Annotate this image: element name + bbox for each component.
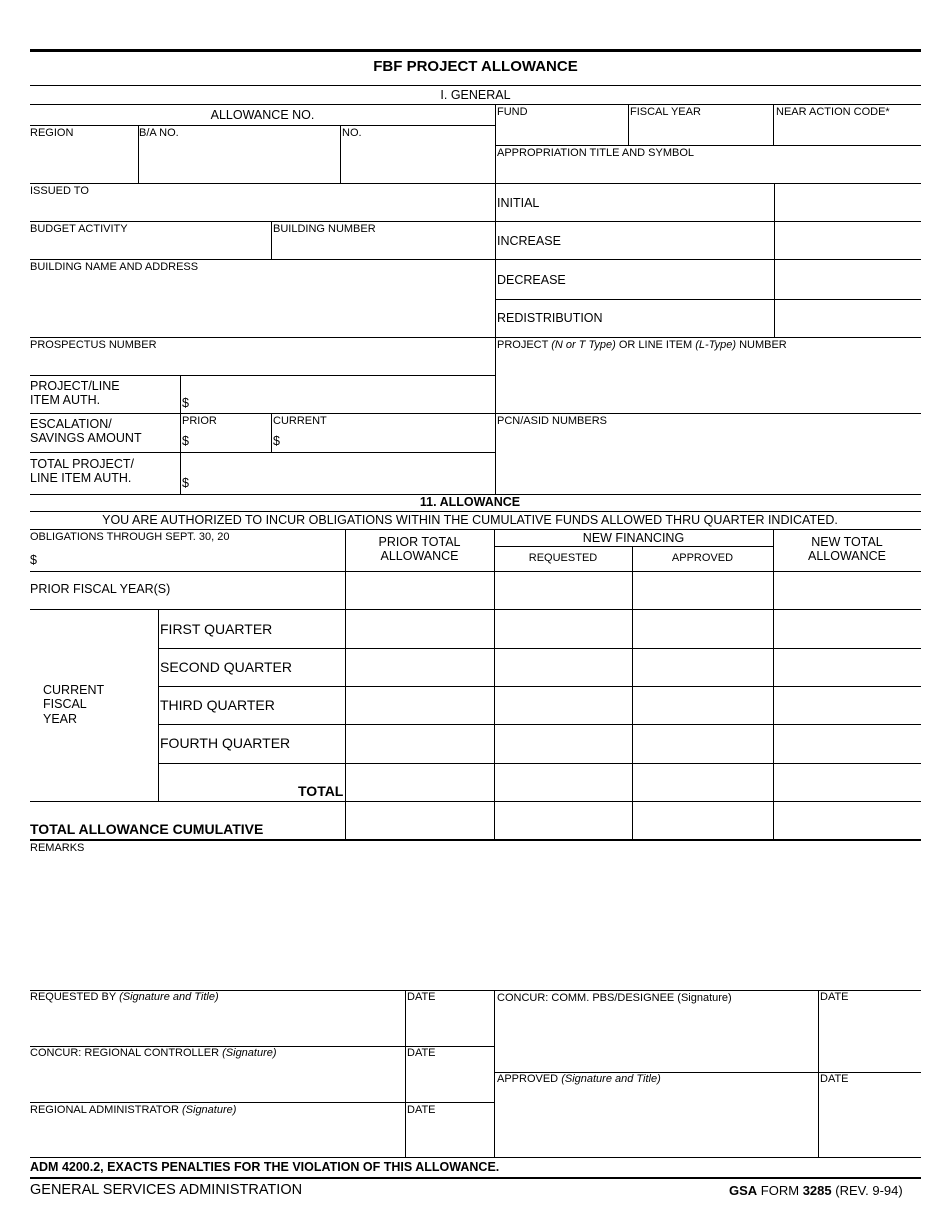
decrease-label: DECREASE <box>497 273 566 287</box>
date-label: DATE <box>820 1073 849 1085</box>
prospectus-number-label: PROSPECTUS NUMBER <box>30 339 157 351</box>
prior-label: PRIOR <box>182 415 217 427</box>
dollar-sign: $ <box>273 434 280 448</box>
initial-label: INITIAL <box>497 196 540 210</box>
agency-name: GENERAL SERVICES ADMINISTRATION <box>30 1182 303 1198</box>
dollar-sign: $ <box>182 476 189 490</box>
redistribution-label: REDISTRIBUTION <box>497 311 603 325</box>
requested-by-label: REQUESTED BY (Signature and Title) <box>30 991 219 1003</box>
allowance-no-label: ALLOWANCE NO. <box>210 108 315 122</box>
approved-header: APPROVED <box>671 552 734 564</box>
fiscal-year-label: FISCAL YEAR <box>630 106 701 118</box>
concur-regional-label: CONCUR: REGIONAL CONTROLLER (Signature) <box>30 1047 277 1059</box>
form-number: GSA FORM 3285 (REV. 9-94) <box>729 1183 903 1198</box>
total-project-label: TOTAL PROJECT/ LINE ITEM AUTH. <box>30 457 134 486</box>
project-line-item-label: PROJECT (N or T Type) OR LINE ITEM (L-Type) NUMBER <box>497 339 787 351</box>
budget-activity-label: BUDGET ACTIVITY <box>30 223 128 235</box>
project-line-auth-label: PROJECT/LINE ITEM AUTH. <box>30 379 120 408</box>
fund-label: FUND <box>497 106 528 118</box>
date-label: DATE <box>407 991 436 1003</box>
dollar-sign: $ <box>30 553 37 567</box>
new-total-allowance-header: NEW TOTAL ALLOWANCE <box>807 535 887 564</box>
approved-label: APPROVED (Signature and Title) <box>497 1073 661 1085</box>
near-action-code-label: NEAR ACTION CODE* <box>776 106 890 118</box>
obligations-label: OBLIGATIONS THROUGH SEPT. 30, 20 <box>30 531 230 543</box>
remarks-label: REMARKS <box>30 842 85 854</box>
form-title: FBF PROJECT ALLOWANCE <box>373 58 578 75</box>
authorized-text: YOU ARE AUTHORIZED TO INCUR OBLIGATIONS WITHIN THE CUMULATIVE FUNDS ALLOWED THRU QUARTER INDICATED. <box>102 513 838 527</box>
current-label: CURRENT <box>273 415 327 427</box>
requested-header: REQUESTED <box>528 552 598 564</box>
region-label: REGION <box>30 127 74 139</box>
current-fiscal-year-label: CURRENT FISCAL YEAR <box>43 683 105 726</box>
general-heading: I. GENERAL <box>440 88 511 102</box>
date-label: DATE <box>820 991 849 1003</box>
fourth-quarter-label: FOURTH QUARTER <box>160 735 291 751</box>
escalation-label: ESCALATION/ SAVINGS AMOUNT <box>30 417 142 446</box>
pcn-asid-label: PCN/ASID NUMBERS <box>497 415 608 427</box>
new-financing-header: NEW FINANCING <box>582 531 685 545</box>
first-quarter-label: FIRST QUARTER <box>160 621 273 637</box>
regional-admin-label: REGIONAL ADMINISTRATOR (Signature) <box>30 1104 237 1116</box>
total-label: TOTAL <box>298 783 344 799</box>
concur-comm-label: CONCUR: COMM. PBS/DESIGNEE (Signature) <box>497 992 732 1004</box>
ba-no-label: B/A NO. <box>139 127 179 139</box>
building-number-label: BUILDING NUMBER <box>273 223 376 235</box>
allowance-heading: 11. ALLOWANCE <box>419 495 521 509</box>
dollar-sign: $ <box>182 396 189 410</box>
third-quarter-label: THIRD QUARTER <box>160 697 275 713</box>
penalty-notice: ADM 4200.2, EXACTS PENALTIES FOR THE VIOLATION OF THIS ALLOWANCE. <box>30 1160 500 1174</box>
dollar-sign: $ <box>182 434 189 448</box>
increase-label: INCREASE <box>497 234 561 248</box>
prior-total-allowance-header: PRIOR TOTAL ALLOWANCE <box>378 535 461 564</box>
total-allowance-cumulative-label: TOTAL ALLOWANCE CUMULATIVE <box>30 821 264 837</box>
prior-fiscal-years-label: PRIOR FISCAL YEAR(S) <box>30 582 171 596</box>
date-label: DATE <box>407 1047 436 1059</box>
date-label: DATE <box>407 1104 436 1116</box>
second-quarter-label: SECOND QUARTER <box>160 659 292 675</box>
appropriation-label: APPROPRIATION TITLE AND SYMBOL <box>497 147 695 159</box>
building-name-label: BUILDING NAME AND ADDRESS <box>30 261 199 273</box>
issued-to-label: ISSUED TO <box>30 185 89 197</box>
no-label: NO. <box>342 127 362 139</box>
